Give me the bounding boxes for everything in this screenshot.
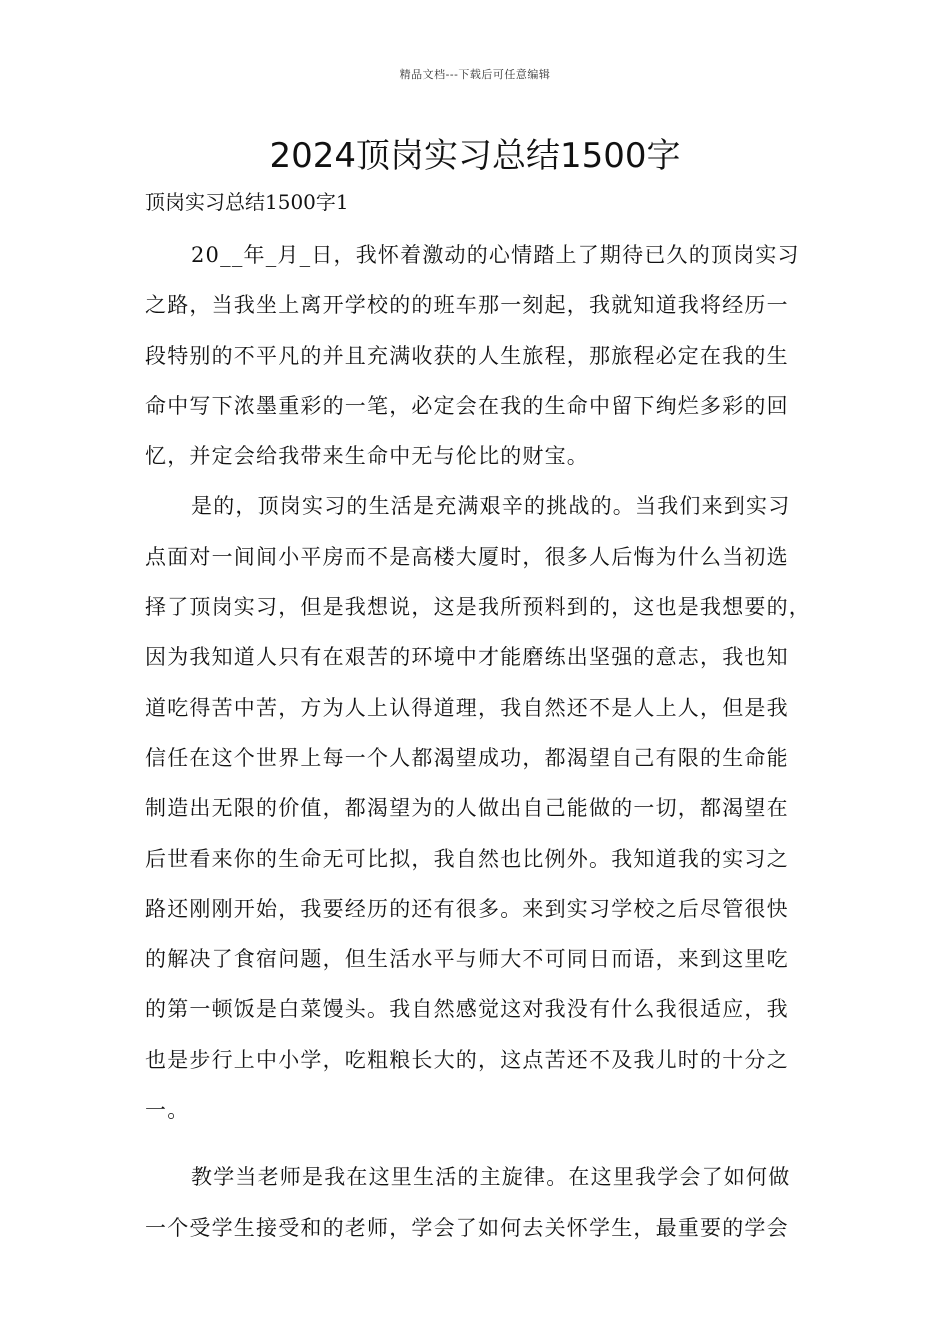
paragraph-line: 也是步行上中小学，吃粗粮长大的，这点苦还不及我儿时的十分之 xyxy=(145,1047,789,1072)
paragraph-line: 段特别的不平凡的并且充满收获的人生旅程，那旅程必定在我的生 xyxy=(145,343,789,368)
document-body xyxy=(145,230,820,1253)
paragraph-line: 道吃得苦中苦，方为人上认得道理，我自然还不是人上人，但是我 xyxy=(145,695,789,720)
paragraph-line: 是的，顶岗实习的生活是充满艰辛的挑战的。当我们来到实习 xyxy=(191,494,791,519)
paragraph-line: 20__年_月_日，我怀着激动的心情踏上了期待已久的顶岗实习 xyxy=(191,243,800,267)
paragraph-line: 的解决了食宿问题，但生活水平与师大不可同日而语，来到这里吃 xyxy=(145,947,789,972)
paragraph-1 xyxy=(145,230,820,481)
page-header-watermark: 精品文档---下载后可任意编辑 xyxy=(399,68,551,81)
paragraph-2 xyxy=(145,481,820,1135)
paragraph-line: 因为我知道人只有在艰苦的环境中才能磨练出坚强的意志，我也知 xyxy=(145,645,789,670)
paragraph-line: 一。 xyxy=(145,1098,190,1123)
paragraph-line: 后世看来你的生命无可比拟，我自然也比例外。我知道我的实习之 xyxy=(145,846,789,871)
paragraph-line: 一个受学生接受和的老师，学会了如何去关怀学生，最重要的学会 xyxy=(145,1215,789,1240)
document-title: 2024顶岗实习总结1500字 xyxy=(269,136,681,176)
paragraph-line: 的第一顿饭是白菜馒头。我自然感觉这对我没有什么我很适应，我 xyxy=(145,997,789,1022)
paragraph-line: 信任在这个世界上每一个人都渴望成功，都渴望自己有限的生命能 xyxy=(145,745,789,770)
paragraph-line: 路还刚刚开始，我要经历的还有很多。来到实习学校之后尽管很快 xyxy=(145,896,789,921)
paragraph-spacer xyxy=(145,1135,820,1152)
document-subtitle: 顶岗实习总结1500字1 xyxy=(145,190,349,214)
paragraph-line: 命中写下浓墨重彩的一笔，必定会在我的生命中留下绚烂多彩的回 xyxy=(145,393,789,418)
paragraph-line: 择了顶岗实习，但是我想说，这是我所预料到的，这也是我想要的， xyxy=(145,595,811,620)
paragraph-3 xyxy=(145,1152,820,1253)
paragraph-line: 点面对一间间小平房而不是高楼大厦时，很多人后悔为什么当初选 xyxy=(145,544,789,569)
paragraph-line: 制造出无限的价值，都渴望为的人做出自己能做的一切，都渴望在 xyxy=(145,796,789,821)
paragraph-line: 教学当老师是我在这里生活的主旋律。在这里我学会了如何做 xyxy=(191,1165,791,1190)
paragraph-line: 之路，当我坐上离开学校的的班车那一刻起，我就知道我将经历一 xyxy=(145,293,789,318)
paragraph-line: 忆，并定会给我带来生命中无与伦比的财宝。 xyxy=(145,444,589,469)
